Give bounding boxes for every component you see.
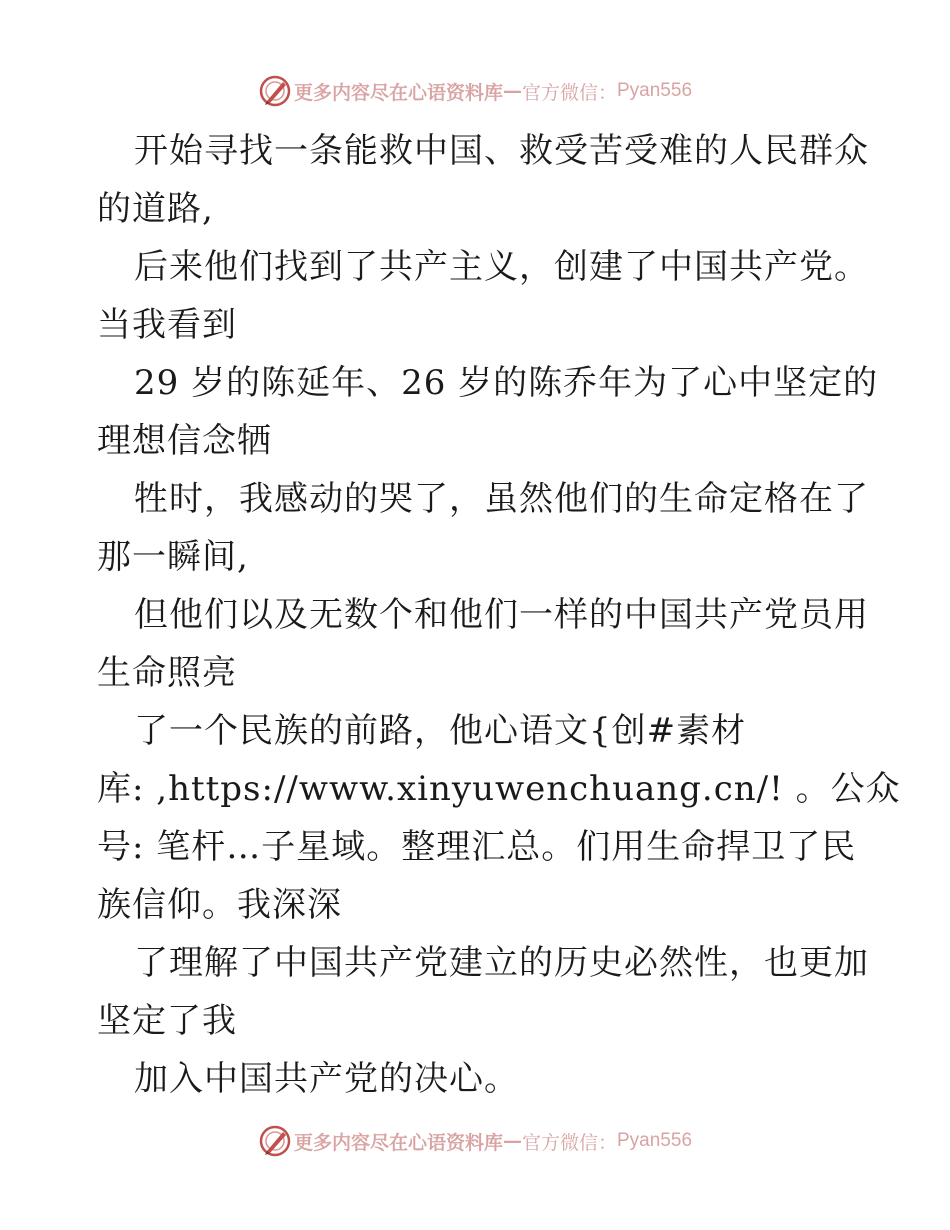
document-body (97, 122, 901, 1108)
text-line: 坚定了我 (97, 1001, 237, 1041)
banner-wechat-id: Pyan556 (617, 80, 693, 101)
banner-promo-text: 更多内容尽在心语资料库 (293, 81, 503, 104)
quill-logo-icon (258, 74, 292, 108)
banner-wechat-label: 官方微信： (521, 1131, 617, 1154)
text-line: 当我看到 (97, 305, 237, 345)
text-line: 但他们以及无数个和他们一样的中国共产党员用 (134, 595, 869, 635)
text-line: 库: ,https://www.xinyuwenchuang.cn/! 。公众 (97, 769, 901, 809)
banner-promo-text: 更多内容尽在心语资料库 (293, 1131, 503, 1154)
text-line: 那一瞬间, (97, 537, 249, 577)
text-line: 牲时，我感动的哭了，虽然他们的生命定格在了 (134, 479, 869, 519)
footer-banner (0, 1121, 950, 1161)
text-line: 了理解了中国共产党建立的历史必然性，也更加 (134, 943, 869, 983)
text-line: 后来他们找到了共产主义，创建了中国共产党。 (134, 247, 869, 287)
banner-wechat-label: 官方微信： (521, 81, 617, 104)
text-line: 了一个民族的前路，他心语文{创#素材 (134, 711, 747, 751)
header-banner (0, 71, 950, 111)
banner-dash: — (502, 80, 522, 102)
text-line: 的道路, (97, 189, 214, 229)
text-line: 族信仰。我深深 (97, 885, 342, 925)
text-line: 生命照亮 (97, 653, 237, 693)
text-line: 加入中国共产党的决心。 (134, 1059, 519, 1099)
text-line: 29 岁的陈延年、26 岁的陈乔年为了心中坚定的 (134, 363, 879, 403)
text-line: 理想信念牺 (97, 421, 272, 461)
text-line: 开始寻找一条能救中国、救受苦受难的人民群众 (134, 131, 869, 171)
text-line: 号: 笔杆…子星域。整理汇总。们用生命捍卫了民 (97, 827, 857, 867)
banner-wechat-id: Pyan556 (617, 1130, 693, 1151)
banner-dash: — (502, 1130, 522, 1152)
quill-logo-icon (258, 1124, 292, 1158)
